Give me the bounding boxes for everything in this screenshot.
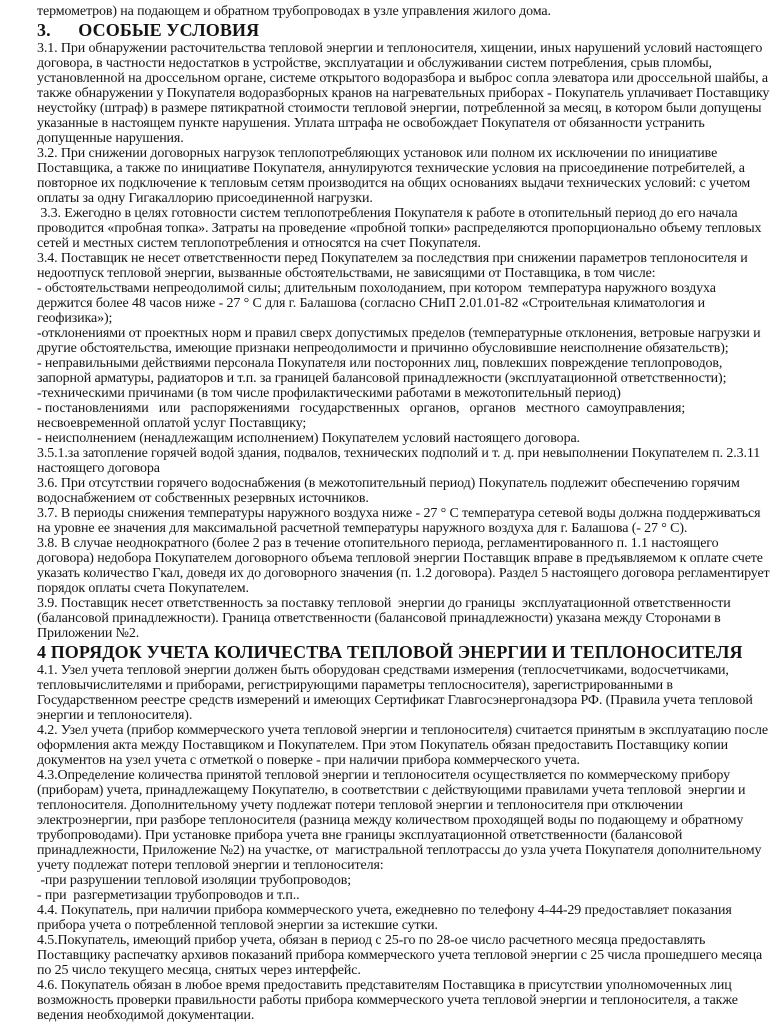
text-line: 3.8. В случае неоднократного (более 2 раз в течение отопительного периода, регламентированного п. 1.1 настоящего [37, 536, 719, 551]
text-line: электроэнергии, при разборе теплоносителя (разница между количеством проходящей воды по подающему и обратному [37, 813, 744, 828]
text-line: 3.7. В периоды снижения температуры наружного воздуха ниже - 27 ° С температура сетевой воды должна поддерживаться [37, 506, 761, 521]
text-line: сетей и местных систем теплопотребления и относятся на счет Покупателя. [37, 236, 481, 251]
text-line: запорной арматуры, радиаторов и т.п. за границей балансовой принадлежности (эксплуатационной ответственности); [37, 371, 727, 386]
intro-tail-paragraph [37, 4, 750, 19]
text-line: договора, в частности недостатков в устройстве, эксплуатации и обслуживании систем потребления, срыв пломбы, [37, 56, 712, 71]
text-line: оформления акта между Поставщиком и Покупателем. При этом Покупатель обязан предоставить Поставщику копии [37, 738, 729, 753]
section-4-body [37, 663, 768, 1023]
text-line: (балансовой принадлежности). Граница ответственности (балансовой принадлежности) указана между Сторонами в [37, 611, 721, 626]
text-line: неустойку (штраф) в размере пятикратной стоимости тепловой энергии, потребленной за месяц, в котором были допущены [37, 101, 762, 116]
text-line: энергии и теплоносителя). [37, 708, 193, 723]
text-line: Поставщика, а также по инициативе Покупателя, аннулируются технические условия на присоединение потребителей, а [37, 161, 745, 176]
text-line: настоящего договора [37, 461, 160, 476]
text-line: принадлежности, Приложение №2) на участке, от магистральной теплотрассы до узла учета Покупателя дополнительному [37, 843, 762, 858]
text-line: учету подлежат потери тепловой энергии и теплоносителя: [37, 858, 384, 873]
text-line: - постановлениями или распоряжениями государственных органов, органов местного самоуправления; [37, 401, 686, 416]
text-line: Приложении №2. [37, 626, 140, 641]
text-line: 3.9. Поставщик несет ответственность за поставку тепловой энергии до границы эксплуатационной ответственности [37, 596, 731, 611]
section-3-body [37, 41, 770, 641]
text-line: 3.5.1.за затопление горячей водой здания, подвалов, технических подполий и т. д. при невыполнении Покупателем п. 2.3.11 [37, 446, 761, 461]
text-line: 4.6. Покупатель обязан в любое время предоставить представителям Поставщика в присутствии уполномоченных лиц [37, 978, 732, 993]
section-3-heading [37, 19, 750, 41]
text-line: указанные в настоящем пункте нарушения. Уплата штрафа не освобождает Покупателя от обязанности устранить [37, 116, 705, 131]
text-line: по 25 число текущего месяца, снятых через интерфейс. [37, 963, 361, 978]
text-line: 3.6. При отсутствии горячего водоснабжения (в межотопительный период) Покупатель подлежит обеспечению горячим [37, 476, 740, 491]
text-line: 4.2. Узел учета (прибор коммерческого учета тепловой энергии и теплоносителя) считается принятым в эксплуатацию после [37, 723, 768, 738]
text-line: - обстоятельствами непреодолимой силы; длительным похолоданием, при котором температура наружного воздуха [37, 281, 716, 296]
text-line: - при разгерметизации трубопроводов и т.п.. [37, 888, 300, 903]
text-line: установленной на дроссельном органе, системе открытого водоразбора и выброс сопла элеватора или дроссельной шайбы, а [37, 71, 768, 86]
text-line: Государственном реестре средств измерений и имеющих Сертификат Главгосэнергонадзора РФ. (Правила учета тепловой [37, 693, 753, 708]
text-line: договора) недобора Покупателем договорного объема тепловой энергии Поставщик вправе в предъявляемом к оплате счете [37, 551, 763, 566]
text-line: 3.1. При обнаружении расточительства тепловой энергии и теплоносителя, хищении, иных нарушений условий настоящего [37, 41, 763, 56]
text-line: указать количество Гкал, доведя их до договорного значения (п. 1.2 договора). Раздел 5 настоящего договора регламентирует [37, 566, 770, 581]
text-line: 3.3. Ежегодно в целях готовности систем теплопотребления Покупателя к работе в отопительный период до его начала [37, 206, 738, 221]
text-line: - неисполнением (ненадлежащим исполнением) Покупателем условий настоящего договора. [37, 431, 580, 446]
text-line: порядок оплаты счета Покупателем. [37, 581, 249, 596]
text-line: другие обстоятельства, имеющие признаки непреодолимости и причинно обусловившие неисполнение обязательств); [37, 341, 729, 356]
text-line: повторное их подключение к тепловым сетям производится на общих основаниях выдачи технических условий: с учетом [37, 176, 751, 191]
text-line: прибора учета о потребленной тепловой энергии за истекшие сутки. [37, 918, 438, 933]
text-line: -техническими причинами (в том числе профилактическими работами в межотопительный период) [37, 386, 621, 401]
text-line: (приборам) учета, принадлежащему Покупателю, в соответствии с действующими правилами учета тепловой энергии и [37, 783, 746, 798]
text-line: также обнаружении у Покупателя водоразборных кранов на нагревательных приборах - Покупатель уплачивает Поставщику [37, 86, 770, 101]
text-line: 3.4. Поставщик не несет ответственности перед Покупателем за последствия при снижении параметров теплоносителя и [37, 251, 748, 266]
text-line: допущенные нарушения. [37, 131, 184, 146]
section-4-heading: 4 ПОРЯДОК УЧЕТА КОЛИЧЕСТВА ТЕПЛОВОЙ ЭНЕРГИИ И ТЕПЛОНОСИТЕЛЯ [37, 642, 743, 662]
text-line: ведения необходимой документации. [37, 1008, 255, 1023]
text-line: проводится «пробная топка». Затраты на проведение «пробной топки» распределяются пропорционально объему тепловых [37, 221, 762, 236]
section-3-heading: 3. ОСОБЫЕ УСЛОВИЯ [37, 20, 260, 40]
text-line: оплаты за одну Гигакаллорию присоединенной нагрузки. [37, 191, 373, 206]
text-line: 4.5.Покупатель, имеющий прибор учета, обязан в период с 25-го по 28-ое число расчетного месяца предоставлять [37, 933, 706, 948]
text-line: Поставщику распечатку архивов показаний прибора коммерческого учета тепловой энергии с 25 числа прошедшего месяца [37, 948, 763, 963]
text-line: 4.4. Покупатель, при наличии прибора коммерческого учета, ежедневно по телефону 4-44-29 предоставляет показания [37, 903, 732, 918]
text-line: 4.3.Определение количества принятой тепловой энергии и теплоносителя осуществляется по коммерческому прибору [37, 768, 730, 783]
text-line: 4.1. Узел учета тепловой энергии должен быть оборудован средствами измерения (теплосчетчиками, водосчетчиками, [37, 663, 729, 678]
text-line: возможность проверки правильности работы прибора коммерческого учета тепловой энергии и теплоносителя, а также [37, 993, 738, 1008]
text-line: трубопроводами). При установке прибора учета вне границы эксплуатационной ответственности (балансовой [37, 828, 683, 843]
text-line: недоотпуск тепловой энергии, вызванные обстоятельствами, не зависящими от Поставщика, в том числе: [37, 266, 656, 281]
section-4-heading [37, 641, 750, 663]
text-line: 3.2. При снижении договорных нагрузок теплопотребляющих установок или полном их исключении по инициативе [37, 146, 718, 161]
text-line: -отклонениями от проектных норм и правил сверх допустимых пределов (температурные отклонения, ветровые нагрузки и [37, 326, 761, 341]
text-line: теплоносителя. Дополнительному учету подлежат потери тепловой энергии и теплоносителя при отключении [37, 798, 683, 813]
text-line: - неправильными действиями персонала Покупателя или посторонних лиц, повлекших повреждение теплопроводов, [37, 356, 723, 371]
text-line: тепловычислителями и приборами, регистрирующими параметры теплосносителя), зарегистрированными в [37, 678, 673, 693]
text-line: водоснабжением от собственных резервных источников. [37, 491, 369, 506]
text-line: на уровне ее значения для максимальной расчетной температуры наружного воздуха для г. Балашова (- 27 ° С). [37, 521, 688, 536]
text-line: термометров) на подающем и обратном трубопроводах в узле управления жилого дома. [37, 4, 551, 19]
text-line: документов на узел учета с отметкой о поверке - при наличии прибора коммерческого учета. [37, 753, 580, 768]
text-line: несвоевременной оплатой услуг Поставщику; [37, 416, 307, 431]
text-line: геофизика»); [37, 311, 113, 326]
text-line: -при разрушении тепловой изоляции трубопроводов; [37, 873, 352, 888]
text-line: держится более 48 часов ниже - 27 ° С для г. Балашова (согласно СНиП 2.01.01-82 «Строительная климатология и [37, 296, 706, 311]
